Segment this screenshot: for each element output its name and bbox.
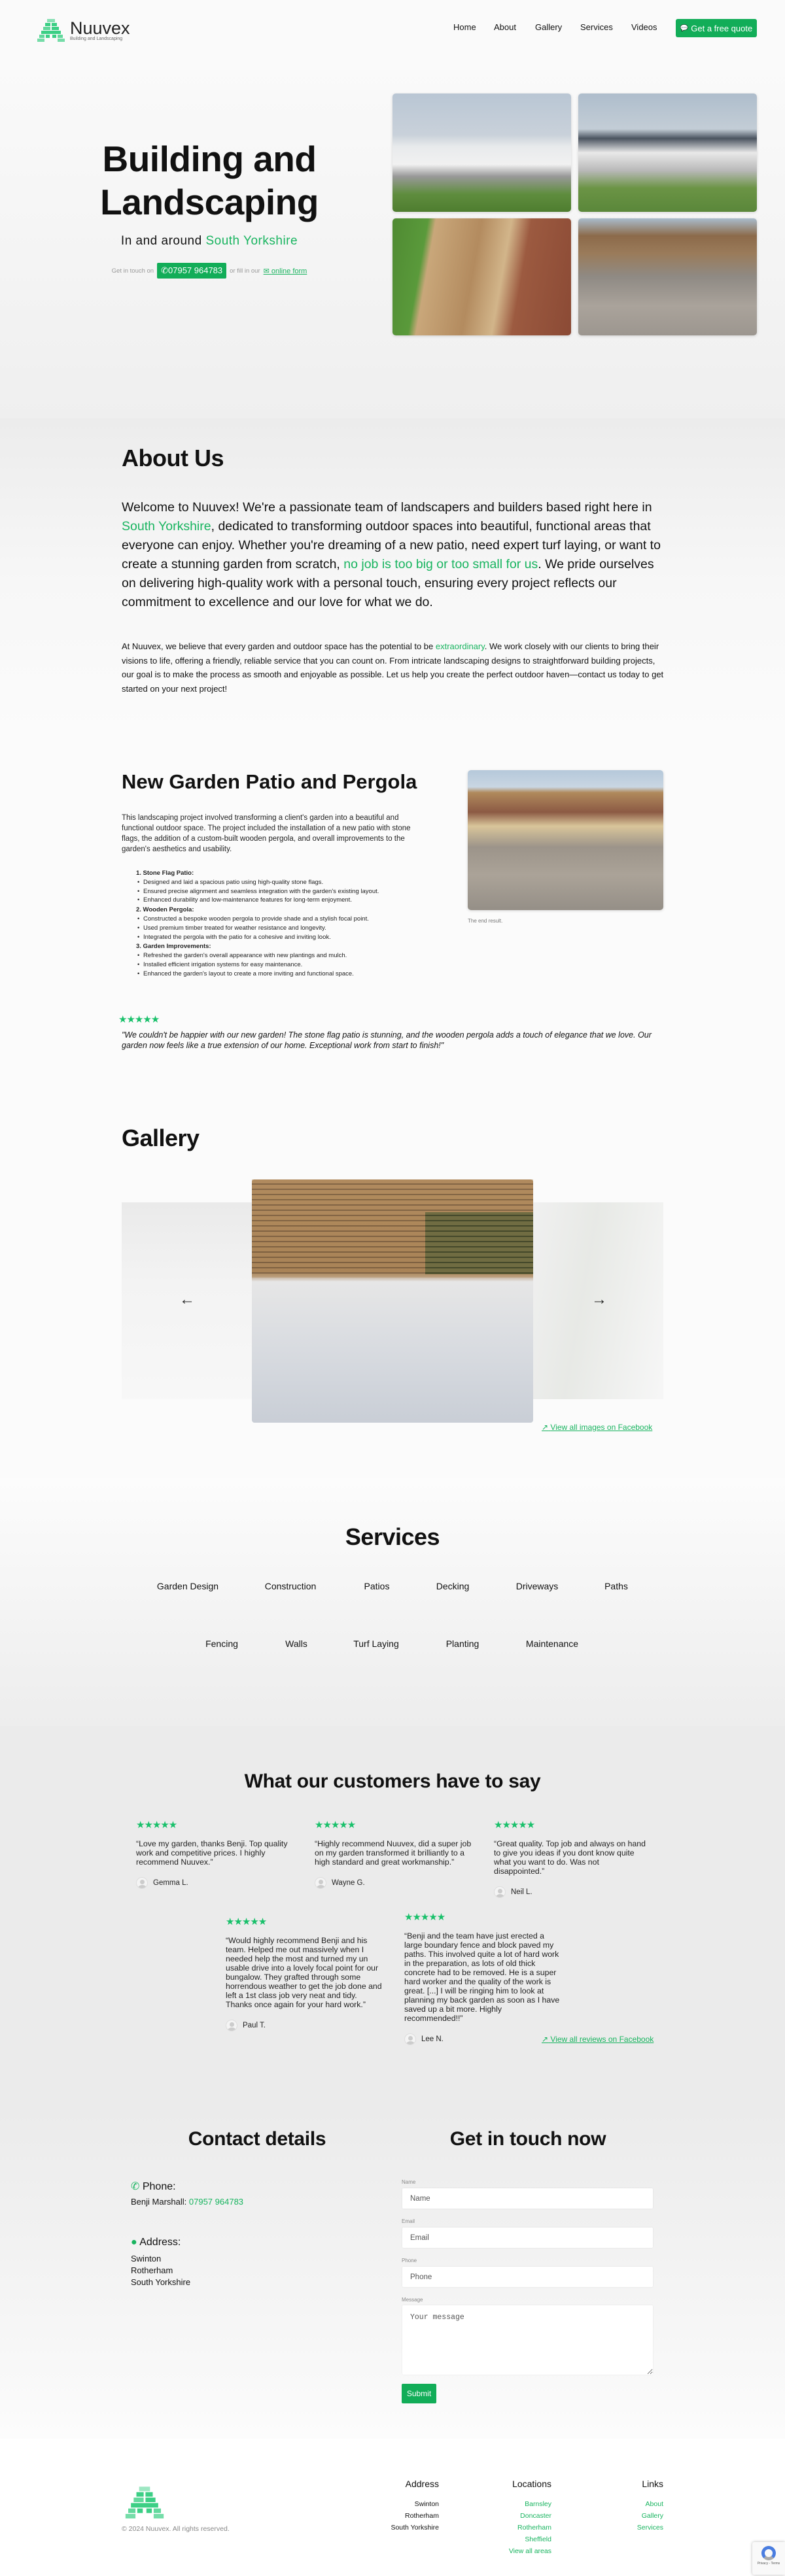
gallery-heading: Gallery bbox=[122, 1125, 200, 1151]
footer-locations: Locations Barnsley Doncaster Rotherham Sheffield View all areas bbox=[508, 2479, 551, 2555]
reviewer bbox=[136, 1877, 293, 1889]
project-list-item: • Enhanced the garden's layout to create a more inviting and functional space. bbox=[136, 970, 379, 979]
nav-gallery[interactable]: Gallery bbox=[535, 22, 563, 32]
footer-link-about[interactable]: About bbox=[645, 2500, 663, 2508]
footer-link-services[interactable]: Services bbox=[637, 2524, 663, 2532]
project-section-title: 3. Garden Improvements: bbox=[136, 943, 211, 951]
service-item: Walls bbox=[285, 1638, 307, 1649]
service-item: Construction bbox=[264, 1581, 317, 1591]
service-item: Maintenance bbox=[525, 1638, 579, 1649]
footer-location-link[interactable]: Rotherham bbox=[517, 2524, 551, 2532]
reviews-facebook-link[interactable]: ↗ View all reviews on Facebook bbox=[542, 2035, 654, 2044]
review-text: “Highly recommend Nuuvex, did a super job on my garden transformed it brilliantly to a high standard and great workmanship.” bbox=[315, 1839, 472, 1867]
message-textarea[interactable] bbox=[402, 2305, 653, 2375]
nav-about[interactable]: About bbox=[494, 22, 516, 32]
nav-services[interactable]: Services bbox=[580, 22, 613, 32]
gallery-facebook-link[interactable]: ↗ View all images on Facebook bbox=[542, 1423, 653, 1432]
project-list-item: • Installed efficient irrigation systems for easy maintenance. bbox=[136, 960, 379, 970]
hero-contact-line: Get in touch on ✆07957 964783 or fill in our ✉ online form bbox=[78, 263, 340, 279]
chat-icon: 💬 bbox=[680, 24, 689, 32]
services-heading: Services bbox=[345, 1523, 440, 1550]
phone-icon: ✆ bbox=[131, 2181, 140, 2192]
phone-line: Benji Marshall: 07957 964783 bbox=[131, 2197, 244, 2207]
project-photo-caption: The end result. bbox=[468, 918, 503, 924]
about-heading: About Us bbox=[122, 445, 224, 471]
map-pin-icon: ● bbox=[131, 2237, 137, 2248]
reviewer-name: Wayne G. bbox=[332, 1879, 365, 1887]
form-heading: Get in touch now bbox=[449, 2128, 606, 2150]
project-heading: New Garden Patio and Pergola bbox=[122, 770, 417, 793]
external-link-icon: ↗ bbox=[542, 2035, 549, 2044]
rating-stars: ★★★★★ bbox=[226, 1916, 267, 1927]
get-quote-button[interactable]: 💬 Get a free quote bbox=[676, 19, 757, 37]
review-card bbox=[404, 1913, 561, 2045]
review-card bbox=[315, 1821, 472, 1889]
service-item: Turf Laying bbox=[353, 1638, 399, 1649]
submit-button[interactable]: Submit bbox=[402, 2384, 436, 2403]
gallery-carousel bbox=[122, 1179, 663, 1423]
hero-photo-3 bbox=[392, 218, 571, 335]
avatar-icon bbox=[136, 1877, 148, 1889]
rating-stars: ★★★★★ bbox=[136, 1820, 177, 1831]
hero-phone-button[interactable]: ✆07957 964783 bbox=[157, 263, 226, 279]
reviewer-name: Lee N. bbox=[421, 2035, 444, 2043]
hero-title: Building and Landscaping bbox=[100, 139, 319, 222]
footer-link-gallery[interactable]: Gallery bbox=[641, 2512, 663, 2520]
brand-name: Nuuvex bbox=[70, 18, 130, 38]
arrow-right-icon[interactable]: → bbox=[591, 1291, 607, 1308]
project-list-item: • Ensured precise alignment and seamless integration with the garden's existing layout. bbox=[136, 887, 379, 896]
external-link-icon: ↗ bbox=[542, 1423, 549, 1432]
phone-heading: ✆ Phone: bbox=[131, 2181, 176, 2192]
service-item: Patios bbox=[364, 1581, 390, 1591]
address-heading: ● Address: bbox=[131, 2237, 181, 2248]
service-item: Planting bbox=[445, 1638, 480, 1649]
project-list-item: • Designed and laid a spacious patio using high-quality stone flags. bbox=[136, 878, 379, 887]
project-list-item: • Used premium timber treated for weather resistance and longevity. bbox=[136, 924, 379, 933]
contact-phone-link[interactable]: 07957 964783 bbox=[188, 2197, 244, 2207]
project-photo bbox=[468, 770, 663, 910]
avatar-icon bbox=[226, 2020, 237, 2031]
service-item: Decking bbox=[436, 1581, 470, 1591]
project-details-list bbox=[136, 868, 379, 979]
review-card bbox=[494, 1821, 651, 1898]
hero-subtitle: In and around South Yorkshire bbox=[120, 234, 298, 248]
project-section-title: 2. Wooden Pergola: bbox=[136, 906, 194, 914]
review-text: “Would highly recommend Benji and his team. Helped me out massively when I needed help the most and turned my un usable drive into a lovely focal point for our bungalow. They grafted through some horrendous weather to get the job done and left a 1st class job very neat and tidy. Thanks once again for your hard work.” bbox=[226, 1936, 382, 2009]
reviewer bbox=[404, 2033, 561, 2045]
project-intro: This landscaping project involved transforming a client's garden into a beautiful and functional outdoor space. The project included the installation of a new patio with stone flags, the addition of a custom-built wooden pergola, and overall improvements to the garden's aesthetics and usability. bbox=[122, 814, 411, 853]
contact-heading: Contact details bbox=[188, 2128, 326, 2150]
review-card bbox=[226, 1918, 383, 2031]
reviewer-name: Paul T. bbox=[243, 2022, 266, 2029]
arrow-left-icon[interactable]: ← bbox=[179, 1291, 195, 1308]
review-text: “Benji and the team have just erected a large boundary fence and block paved my paths. This involved quite a lot of hard work in the preparation, as lots of old thick concrete had to be removed. He is a super hard worker and the quality of the work is great. [...] I will be ringing him to look at planning my back garden as soon as I have saved up a bit more. Highly recommended!!” bbox=[404, 1931, 560, 2023]
avatar-icon bbox=[404, 2033, 416, 2045]
nav-videos[interactable]: Videos bbox=[631, 22, 657, 32]
email-input[interactable] bbox=[402, 2228, 653, 2248]
footer-address: Address Swinton Rotherham South Yorkshire bbox=[391, 2479, 439, 2532]
name-input[interactable] bbox=[402, 2188, 653, 2209]
footer-logo-icon bbox=[122, 2486, 167, 2518]
recaptcha-badge[interactable]: Privacy - Terms bbox=[752, 2542, 785, 2575]
service-item: Paths bbox=[604, 1581, 628, 1591]
footer-location-link[interactable]: Doncaster bbox=[520, 2512, 551, 2520]
reviewer bbox=[226, 2020, 383, 2031]
project-section-title: 1. Stone Flag Patio: bbox=[136, 870, 194, 877]
online-form-link[interactable]: ✉ online form bbox=[263, 267, 307, 275]
review-text: “Great quality. Top job and always on hand to give you ideas if you dont know quite what you want to do. Was not disappointed.” bbox=[494, 1839, 646, 1876]
phone-input[interactable] bbox=[402, 2267, 653, 2287]
reviewer-name: Gemma L. bbox=[153, 1879, 188, 1887]
avatar-icon bbox=[494, 1886, 506, 1898]
project-list-item: • Constructed a bespoke wooden pergola to provide shade and a stylish focal point. bbox=[136, 915, 379, 924]
service-item: Fencing bbox=[205, 1638, 238, 1649]
hero-photo-4 bbox=[578, 218, 757, 335]
project-list-item: • Enhanced durability and low-maintenance features for long-term enjoyment. bbox=[136, 896, 379, 905]
reviewer bbox=[315, 1877, 472, 1889]
contact-address: Swinton Rotherham South Yorkshire bbox=[131, 2254, 191, 2287]
project-testimonial: "We couldn't be happier with our new garden! The stone flag patio is stunning, and the wooden pergola adds a touch of elegance that we love. Our garden now feels like a true extension of our home. Exceptional work from start to finish!" bbox=[122, 1030, 652, 1050]
about-body: At Nuuvex, we believe that every garden and outdoor space has the potential to be extraordinary. We work closely with our clients to bring their visions to life, offering a friendly, reliable service that you can count on. From intricate landscaping designs to straightforward building projects, our goal is to make the process as smooth and enjoyable as possible. Let us help you create the perfect outdoor haven—contact us today to get started on your next project! bbox=[122, 641, 664, 694]
footer-view-all-areas-link[interactable]: View all areas bbox=[508, 2547, 551, 2555]
hero-photo-2 bbox=[578, 93, 757, 212]
reviewer-name: Neil L. bbox=[511, 1888, 532, 1896]
logo[interactable] bbox=[36, 18, 130, 42]
footer-links: Links About Gallery Services bbox=[637, 2479, 663, 2532]
reviewer bbox=[494, 1886, 651, 1898]
reviews-heading: What our customers have to say bbox=[244, 1771, 541, 1792]
logo-icon bbox=[36, 18, 66, 42]
review-card bbox=[136, 1821, 293, 1889]
rating-stars: ★★★★★ bbox=[315, 1820, 356, 1831]
nav-home[interactable]: Home bbox=[453, 22, 476, 32]
service-item: Driveways bbox=[515, 1581, 559, 1591]
recaptcha-icon bbox=[761, 2546, 776, 2560]
gallery-slide-current bbox=[252, 1179, 533, 1423]
rating-stars: ★★★★★ bbox=[494, 1820, 535, 1831]
footer-location-link[interactable]: Sheffield bbox=[525, 2535, 551, 2543]
project-list-item: • Refreshed the garden's overall appearance with new plantings and mulch. bbox=[136, 951, 379, 960]
review-text: “Love my garden, thanks Benji. Top quality work and competitive prices. I highly recommend Nuuvex.” bbox=[136, 1839, 288, 1867]
project-rating-stars: ★★★★★ bbox=[118, 1014, 160, 1025]
about-intro: Welcome to Nuuvex! We're a passionate team of landscapers and builders based right here in South Yorkshire, dedicated to transforming outdoor spaces into beautiful, functional areas that everyone can enjoy. Whether you're dreaming of a new patio, need expert turf laying, or want to create a stunning garden from scratch, no job is too big or too small for us. We pride ourselves on delivering high-quality work with a personal touch, ensuring every project reflects our commitment to excellence and our love for what we do. bbox=[122, 500, 661, 609]
service-item: Garden Design bbox=[156, 1581, 219, 1591]
project-list-item: • Integrated the pergola with the patio for a cohesive and inviting look. bbox=[136, 933, 379, 942]
footer-location-link[interactable]: Barnsley bbox=[525, 2500, 551, 2508]
rating-stars: ★★★★★ bbox=[404, 1912, 445, 1923]
footer-copyright: © 2024 Nuuvex. All rights reserved. bbox=[122, 2525, 230, 2533]
avatar-icon bbox=[315, 1877, 326, 1889]
hero-photo-1 bbox=[392, 93, 571, 212]
brand-tagline: Building and Landscaping bbox=[70, 36, 123, 41]
